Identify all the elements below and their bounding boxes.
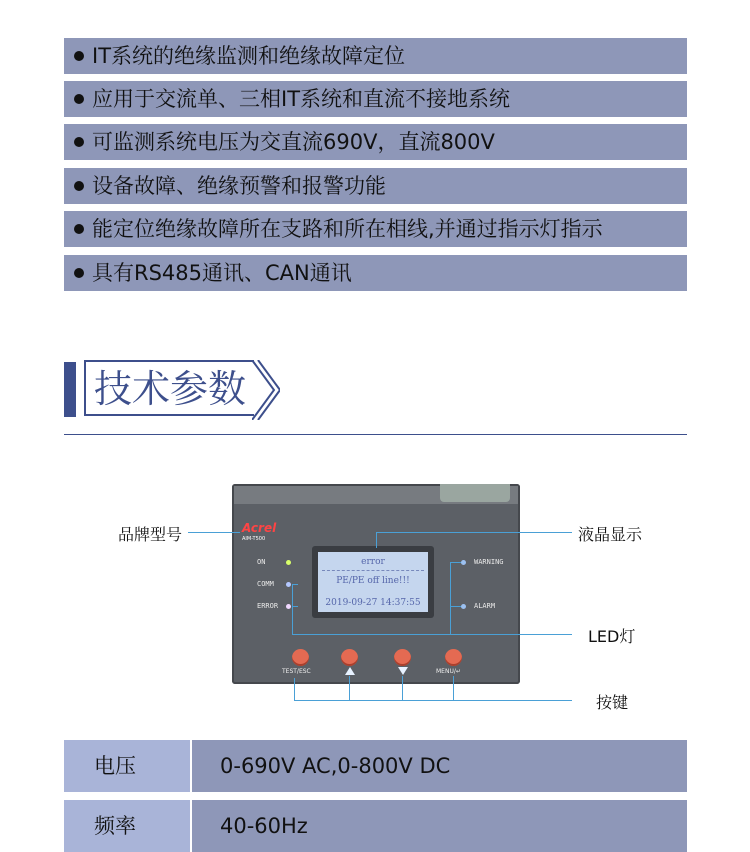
lcd-line-3: 2019-09-27 14:37:55: [325, 598, 421, 608]
lcd-line-1: error: [361, 557, 385, 567]
key-connector-1: [294, 678, 295, 700]
bullet-icon: [74, 224, 84, 234]
bullet-icon: [74, 181, 84, 191]
up-button[interactable]: [341, 649, 358, 666]
feature-band-2: [64, 81, 687, 117]
lcd-callout-line-v: [376, 532, 377, 548]
feature-text: 能定位绝缘故障所在支路和所在相线,并通过指示灯指示: [92, 217, 603, 241]
feature-band-1: [64, 38, 687, 74]
spec-value: 40-60Hz: [192, 800, 687, 852]
spec-row-frequency: [64, 800, 687, 852]
spec-row-voltage: [64, 740, 687, 792]
test-esc-button[interactable]: [292, 649, 309, 666]
feature-text: IT系统的绝缘监测和绝缘故障定位: [92, 44, 406, 68]
led-label-warning: WARNING: [474, 558, 504, 566]
led-label-error: ERROR: [257, 602, 279, 610]
feature-text: 应用于交流单、三相IT系统和直流不接地系统: [92, 87, 511, 111]
led-comm-icon: [286, 582, 291, 587]
led-alarm-icon: [461, 604, 466, 609]
led-warning-icon: [461, 560, 466, 565]
lcd-line-2: PE/PE off line!!!: [336, 576, 410, 586]
spec-label: 频率: [64, 800, 190, 852]
callout-brand: 品牌型号: [118, 525, 183, 544]
section-chevron-icon: [252, 360, 280, 420]
down-button[interactable]: [394, 649, 411, 666]
lcd-callout-line-h: [376, 532, 572, 533]
bullet-icon: [74, 51, 84, 61]
section-divider: [64, 434, 687, 435]
callout-led: LED灯: [588, 627, 636, 646]
led-comm-tick: [292, 584, 298, 585]
section-accent-bar: [64, 362, 76, 417]
down-arrow-icon: [398, 667, 408, 675]
led-error-tick: [292, 606, 298, 607]
spec-label: 电压: [64, 740, 190, 792]
led-alarm-tick: [450, 606, 461, 607]
led-label-comm: COMM: [257, 580, 274, 588]
led-callout-line: [292, 634, 572, 635]
device-model: AIM-T500: [242, 536, 266, 542]
feature-band-3: [64, 124, 687, 160]
callout-keys: 按键: [596, 693, 629, 712]
up-arrow-icon: [345, 667, 355, 675]
feature-band-5: [64, 211, 687, 247]
spec-value: 0-690V AC,0-800V DC: [192, 740, 687, 792]
device-top-window: [440, 484, 510, 502]
device-brand-logo: Acrel: [242, 521, 277, 535]
feature-band-6: [64, 255, 687, 291]
led-on-icon: [286, 560, 291, 565]
feature-text: 具有RS485通讯、CAN通讯: [92, 261, 352, 285]
section-title: 技术参数: [84, 360, 254, 416]
led-label-on: ON: [257, 558, 266, 566]
led-left-connector: [292, 584, 293, 634]
menu-enter-button[interactable]: [445, 649, 462, 666]
key-connector-4: [453, 676, 454, 700]
brand-callout-line: [188, 532, 240, 533]
bullet-icon: [74, 268, 84, 278]
callout-lcd: 液晶显示: [578, 525, 643, 544]
keys-callout-line: [294, 700, 572, 701]
bullet-icon: [74, 94, 84, 104]
key-connector-3: [402, 676, 403, 700]
led-warning-tick: [450, 562, 461, 563]
feature-text: 可监测系统电压为交直流690V，直流800V: [92, 130, 495, 154]
feature-text: 设备故障、绝缘预警和报警功能: [92, 174, 386, 198]
bullet-icon: [74, 137, 84, 147]
led-right-connector: [450, 562, 451, 634]
led-label-alarm: ALARM: [474, 602, 496, 610]
key-connector-2: [349, 676, 350, 700]
feature-band-4: [64, 168, 687, 204]
led-error-icon: [286, 604, 291, 609]
lcd-divider: [322, 570, 424, 571]
test-esc-label: TEST/ESC: [282, 668, 311, 675]
menu-enter-label: MENU/↵: [436, 668, 461, 675]
